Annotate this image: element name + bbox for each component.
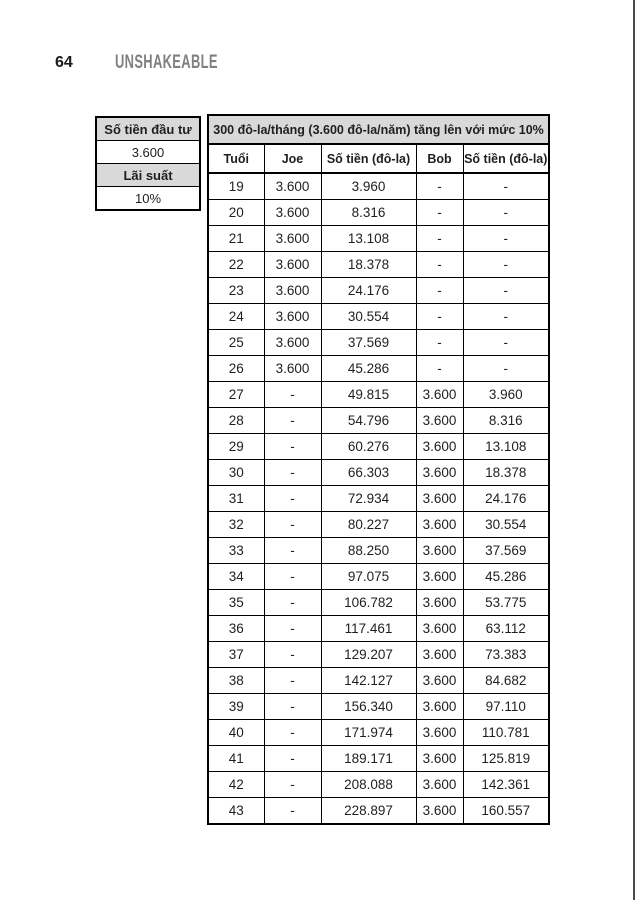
table-cell: 142.127 — [321, 668, 416, 694]
table-cell: - — [416, 252, 463, 278]
table-row — [208, 173, 549, 200]
table-cell: - — [416, 200, 463, 226]
table-cell: 3.600 — [264, 226, 321, 252]
table-cell: - — [264, 798, 321, 825]
amount-label: Số tiền đầu tư — [96, 117, 200, 141]
table-cell: 34 — [208, 564, 264, 590]
table-cell: 43 — [208, 798, 264, 825]
table-cell: 18.378 — [321, 252, 416, 278]
col-header-age: Tuổi — [208, 144, 264, 173]
table-cell: 24.176 — [463, 486, 549, 512]
table-cell: - — [463, 278, 549, 304]
table-cell: 40 — [208, 720, 264, 746]
table-row — [208, 746, 549, 772]
table-cell: 37.569 — [463, 538, 549, 564]
table-cell: 208.088 — [321, 772, 416, 798]
table-cell: 3.600 — [264, 304, 321, 330]
table-cell: 19 — [208, 173, 264, 200]
table-row — [208, 382, 549, 408]
book-title: UNSHAKEABLE — [114, 52, 218, 73]
table-cell: 3.600 — [416, 616, 463, 642]
col-header-joe-amount: Số tiền (đô-la) — [321, 144, 416, 173]
table-cell: 3.600 — [416, 746, 463, 772]
table-row — [208, 694, 549, 720]
investment-summary-table — [95, 116, 201, 211]
table-cell: 28 — [208, 408, 264, 434]
table-cell: 29 — [208, 434, 264, 460]
table-cell: 97.075 — [321, 564, 416, 590]
table-cell: 3.600 — [416, 512, 463, 538]
table-cell: - — [416, 173, 463, 200]
table-cell: 3.600 — [264, 330, 321, 356]
table-cell: 42 — [208, 772, 264, 798]
table-cell: 3.600 — [416, 772, 463, 798]
table-row — [208, 304, 549, 330]
table-cell: 41 — [208, 746, 264, 772]
table-cell: 8.316 — [321, 200, 416, 226]
page-number: 64 — [55, 54, 73, 71]
table-row — [208, 772, 549, 798]
table-row — [208, 486, 549, 512]
table-cell: 27 — [208, 382, 264, 408]
table-cell: - — [463, 252, 549, 278]
table-cell: 3.600 — [264, 173, 321, 200]
table-cell: 171.974 — [321, 720, 416, 746]
col-header-bob-amount: Số tiền (đô-la) — [463, 144, 549, 173]
table-cell: 3.600 — [416, 408, 463, 434]
table-cell: - — [416, 356, 463, 382]
table-cell: 156.340 — [321, 694, 416, 720]
table-row — [208, 616, 549, 642]
table-row — [96, 187, 200, 211]
table-row — [208, 668, 549, 694]
table-cell: 22 — [208, 252, 264, 278]
table-cell: 88.250 — [321, 538, 416, 564]
table-cell: - — [264, 564, 321, 590]
table-row — [208, 330, 549, 356]
table-cell: - — [463, 330, 549, 356]
table-cell: 30.554 — [321, 304, 416, 330]
table-cell: 84.682 — [463, 668, 549, 694]
table-cell: 54.796 — [321, 408, 416, 434]
table-row — [208, 512, 549, 538]
table-cell: - — [463, 304, 549, 330]
table-cell: 3.600 — [416, 720, 463, 746]
table-cell: 30 — [208, 460, 264, 486]
table-cell: - — [264, 694, 321, 720]
table-row — [96, 164, 200, 187]
table-cell: 3.600 — [416, 538, 463, 564]
table-row — [96, 117, 200, 141]
table-row — [208, 798, 549, 825]
table-cell: 3.960 — [463, 382, 549, 408]
table-cell: 37 — [208, 642, 264, 668]
table-cell: - — [264, 668, 321, 694]
table-cell: 39 — [208, 694, 264, 720]
table-cell: 49.815 — [321, 382, 416, 408]
table-cell: 3.600 — [416, 460, 463, 486]
table-row — [208, 564, 549, 590]
table-cell: - — [264, 460, 321, 486]
table-cell: 142.361 — [463, 772, 549, 798]
table-cell: 3.600 — [416, 564, 463, 590]
table-cell: 3.600 — [416, 486, 463, 512]
table-cell: 3.600 — [264, 356, 321, 382]
table-cell: 106.782 — [321, 590, 416, 616]
table-cell: 23 — [208, 278, 264, 304]
table-cell: 32 — [208, 512, 264, 538]
table-cell: 3.600 — [416, 382, 463, 408]
table-cell: - — [264, 616, 321, 642]
table-cell: - — [416, 330, 463, 356]
table-cell: - — [416, 304, 463, 330]
table-cell: - — [264, 434, 321, 460]
table-cell: 45.286 — [463, 564, 549, 590]
rate-value: 10% — [96, 187, 200, 211]
table-cell: - — [264, 590, 321, 616]
table-cell: 25 — [208, 330, 264, 356]
table-row — [208, 356, 549, 382]
table-cell: - — [264, 772, 321, 798]
table-cell: 80.227 — [321, 512, 416, 538]
table-row — [208, 200, 549, 226]
table-cell: 3.600 — [264, 252, 321, 278]
table-cell: 37.569 — [321, 330, 416, 356]
table-cell: - — [264, 720, 321, 746]
table-cell: - — [264, 408, 321, 434]
table-cell: 18.378 — [463, 460, 549, 486]
table-cell: 73.383 — [463, 642, 549, 668]
table-cell: 160.557 — [463, 798, 549, 825]
amount-value: 3.600 — [96, 141, 200, 164]
table-cell: 53.775 — [463, 590, 549, 616]
table-cell: 3.600 — [264, 200, 321, 226]
table-row — [208, 278, 549, 304]
table-cell: 3.600 — [416, 668, 463, 694]
table-cell: - — [264, 486, 321, 512]
table-cell: 97.110 — [463, 694, 549, 720]
table-cell: 33 — [208, 538, 264, 564]
table-row — [208, 434, 549, 460]
table-row — [208, 252, 549, 278]
table-title-row — [208, 115, 549, 144]
table-cell: - — [463, 200, 549, 226]
table-cell: 63.112 — [463, 616, 549, 642]
table-cell: 125.819 — [463, 746, 549, 772]
table-cell: 60.276 — [321, 434, 416, 460]
table-cell: - — [416, 278, 463, 304]
table-cell: - — [264, 382, 321, 408]
table-cell: 110.781 — [463, 720, 549, 746]
table-header-row — [208, 144, 549, 173]
table-cell: 35 — [208, 590, 264, 616]
table-row — [96, 141, 200, 164]
table-row — [208, 226, 549, 252]
compound-growth-table — [207, 114, 550, 825]
table-cell: 13.108 — [321, 226, 416, 252]
table-cell: 21 — [208, 226, 264, 252]
table-cell: 189.171 — [321, 746, 416, 772]
table-cell: - — [264, 512, 321, 538]
table-cell: 3.960 — [321, 173, 416, 200]
table-cell: 30.554 — [463, 512, 549, 538]
table-row — [208, 460, 549, 486]
table-cell: - — [463, 356, 549, 382]
table-cell: 3.600 — [416, 798, 463, 825]
table-cell: 3.600 — [264, 278, 321, 304]
table-cell: 72.934 — [321, 486, 416, 512]
rate-label: Lãi suất — [96, 164, 200, 187]
col-header-bob: Bob — [416, 144, 463, 173]
table-title: 300 đô-la/tháng (3.600 đô-la/năm) tăng lên với mức 10% — [208, 115, 549, 144]
table-cell: 20 — [208, 200, 264, 226]
table-cell: 117.461 — [321, 616, 416, 642]
table-cell: - — [264, 538, 321, 564]
table-cell: 36 — [208, 616, 264, 642]
table-cell: 24 — [208, 304, 264, 330]
table-cell: 26 — [208, 356, 264, 382]
table-cell: 38 — [208, 668, 264, 694]
table-cell: 3.600 — [416, 434, 463, 460]
table-cell: 13.108 — [463, 434, 549, 460]
col-header-joe: Joe — [264, 144, 321, 173]
table-cell: 24.176 — [321, 278, 416, 304]
table-body — [208, 173, 549, 824]
table-cell: 3.600 — [416, 590, 463, 616]
table-cell: 3.600 — [416, 642, 463, 668]
table-cell: 129.207 — [321, 642, 416, 668]
table-cell: 31 — [208, 486, 264, 512]
table-cell: 8.316 — [463, 408, 549, 434]
table-cell: 66.303 — [321, 460, 416, 486]
table-row — [208, 538, 549, 564]
table-row — [208, 642, 549, 668]
table-cell: 228.897 — [321, 798, 416, 825]
table-row — [208, 720, 549, 746]
table-cell: - — [463, 226, 549, 252]
table-cell: - — [463, 173, 549, 200]
table-cell: - — [416, 226, 463, 252]
table-row — [208, 408, 549, 434]
table-cell: - — [264, 642, 321, 668]
table-cell: - — [264, 746, 321, 772]
page-header — [55, 52, 266, 74]
table-cell: 45.286 — [321, 356, 416, 382]
table-cell: 3.600 — [416, 694, 463, 720]
table-row — [208, 590, 549, 616]
